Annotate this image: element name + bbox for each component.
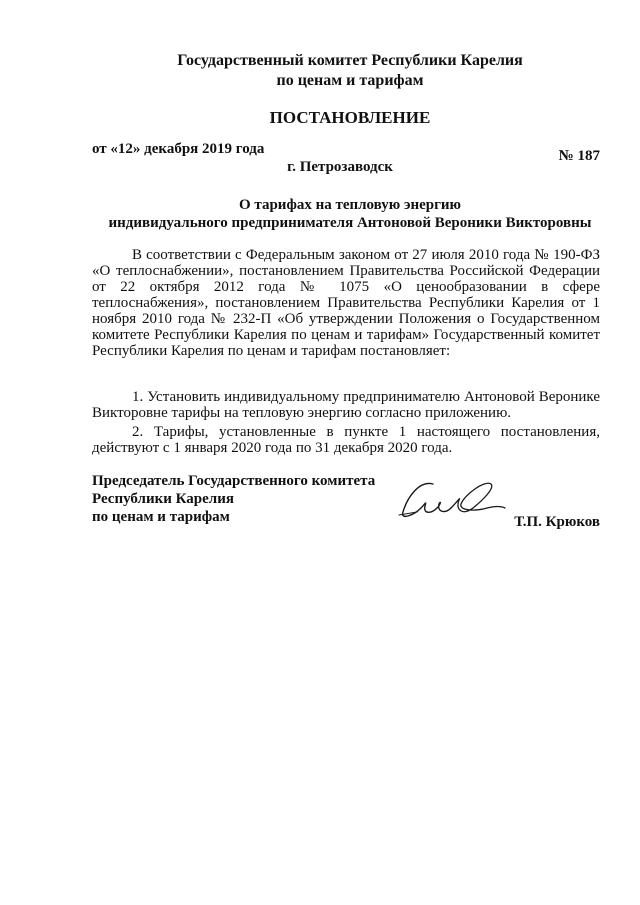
document-city: г. Петрозаводск (287, 159, 393, 175)
document-date: от «12» декабря 2019 года (92, 141, 265, 157)
document-type-title: ПОСТАНОВЛЕНИЕ (269, 108, 431, 127)
preamble-paragraph: В соответствии с Федеральным законом от 27 июля 2010 года № 190-ФЗ «О теплоснабжении», постановлением Правительства Российской Федерации от 22 октября 2012 года № 1075 «О ценообразовании в сфере теплоснабжения», постановлением Правительства Республики Карелия от 1 ноября 2010 года № 232-П «Об утверждении Положения о Государственном комитете Республики Карелия по ценам и тарифам» Государственный комитет Республики Карелия по ценам и тарифам постановляет: (92, 247, 600, 359)
subject-line2: индивидуального предпринимателя Антоновой Вероники Викторовны (108, 215, 592, 231)
document-number: № 187 (558, 148, 600, 164)
signatory-title-line2: Республики Карелия (92, 491, 234, 507)
signatory-title-line1: Председатель Государственного комитета (92, 473, 376, 489)
signatory-name: Т.П. Крюков (514, 514, 600, 530)
issuer-name-line1: Государственный комитет Республики Карелия (177, 52, 523, 69)
issuer-name-line2: по ценам и тарифам (276, 72, 424, 89)
handwritten-signature (395, 470, 510, 525)
resolution-item-1: 1. Установить индивидуальному предпринимателю Антоновой Веронике Викторовне тарифы на тепловую энергию согласно приложению. (92, 389, 600, 421)
signatory-title-line3: по ценам и тарифам (92, 509, 230, 525)
resolution-item-2: 2. Тарифы, установленные в пункте 1 настоящего постановления, действуют с 1 января 2020 года по 31 декабря 2020 года. (92, 424, 600, 456)
subject-line1: О тарифах на тепловую энергию (238, 197, 462, 213)
